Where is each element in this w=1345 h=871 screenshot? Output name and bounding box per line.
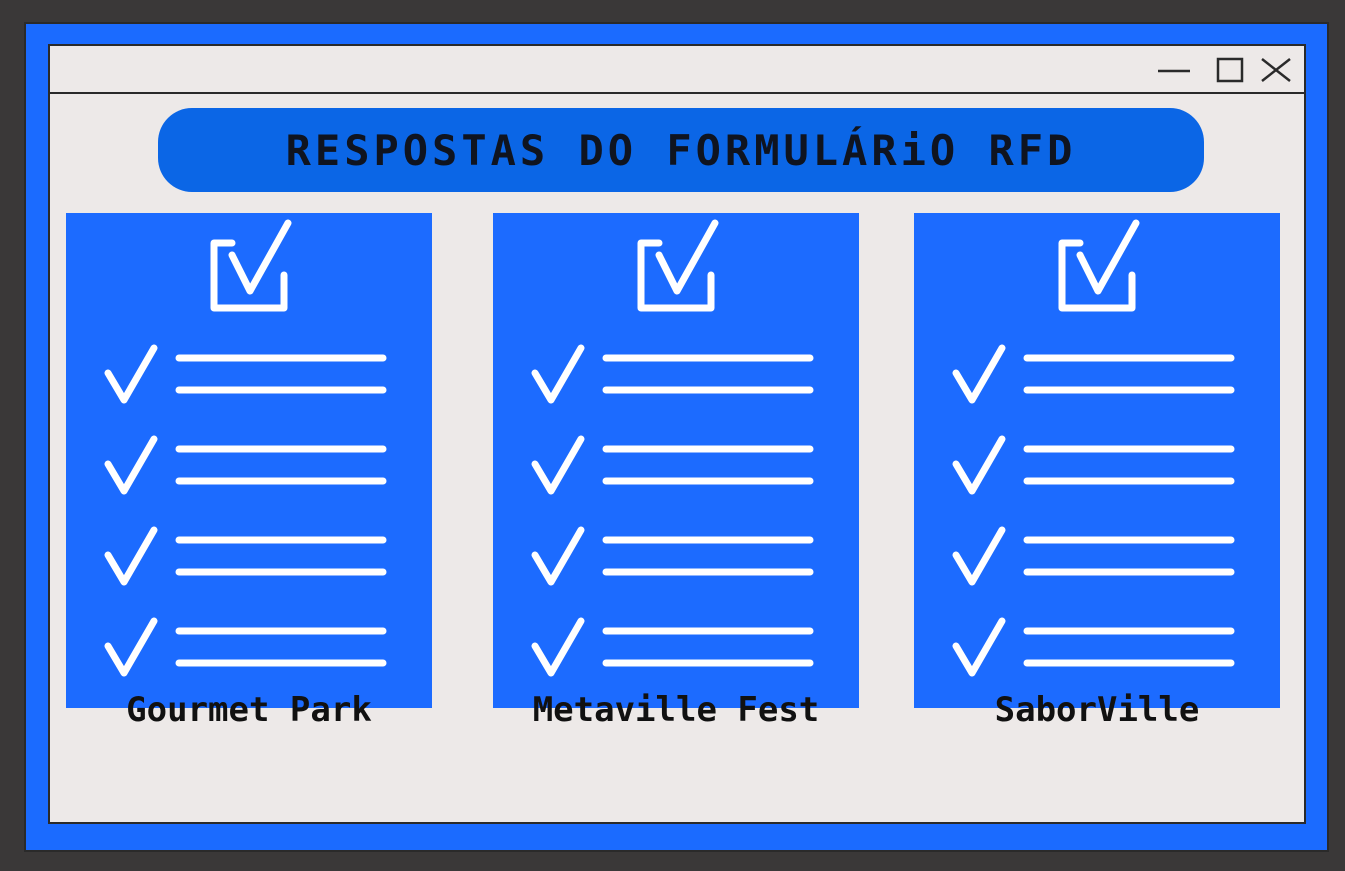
checklist xyxy=(956,348,1231,673)
checklist xyxy=(108,348,383,673)
header-banner xyxy=(158,108,1204,192)
form-card-metaville-fest[interactable] xyxy=(493,213,859,708)
page-title: RESPOSTAS DO FORMULÁRiO RFD xyxy=(285,125,1077,175)
minimize-icon[interactable] xyxy=(1156,56,1192,84)
form-card-gourmet-park[interactable] xyxy=(66,213,432,708)
form-card-saborville[interactable] xyxy=(914,213,1280,708)
card-label-saborville: SaborVille xyxy=(994,690,1200,730)
maximize-icon[interactable] xyxy=(1212,56,1248,84)
title-bar[interactable] xyxy=(50,46,1304,94)
card-label-gourmet-park: Gourmet Park xyxy=(126,690,372,730)
card-label-metaville-fest: Metaville Fest xyxy=(532,690,820,730)
checkbox-icon xyxy=(214,223,288,308)
checkbox-icon xyxy=(641,223,715,308)
close-icon[interactable] xyxy=(1258,56,1294,84)
checkbox-icon xyxy=(1062,223,1136,308)
checklist xyxy=(535,348,810,673)
